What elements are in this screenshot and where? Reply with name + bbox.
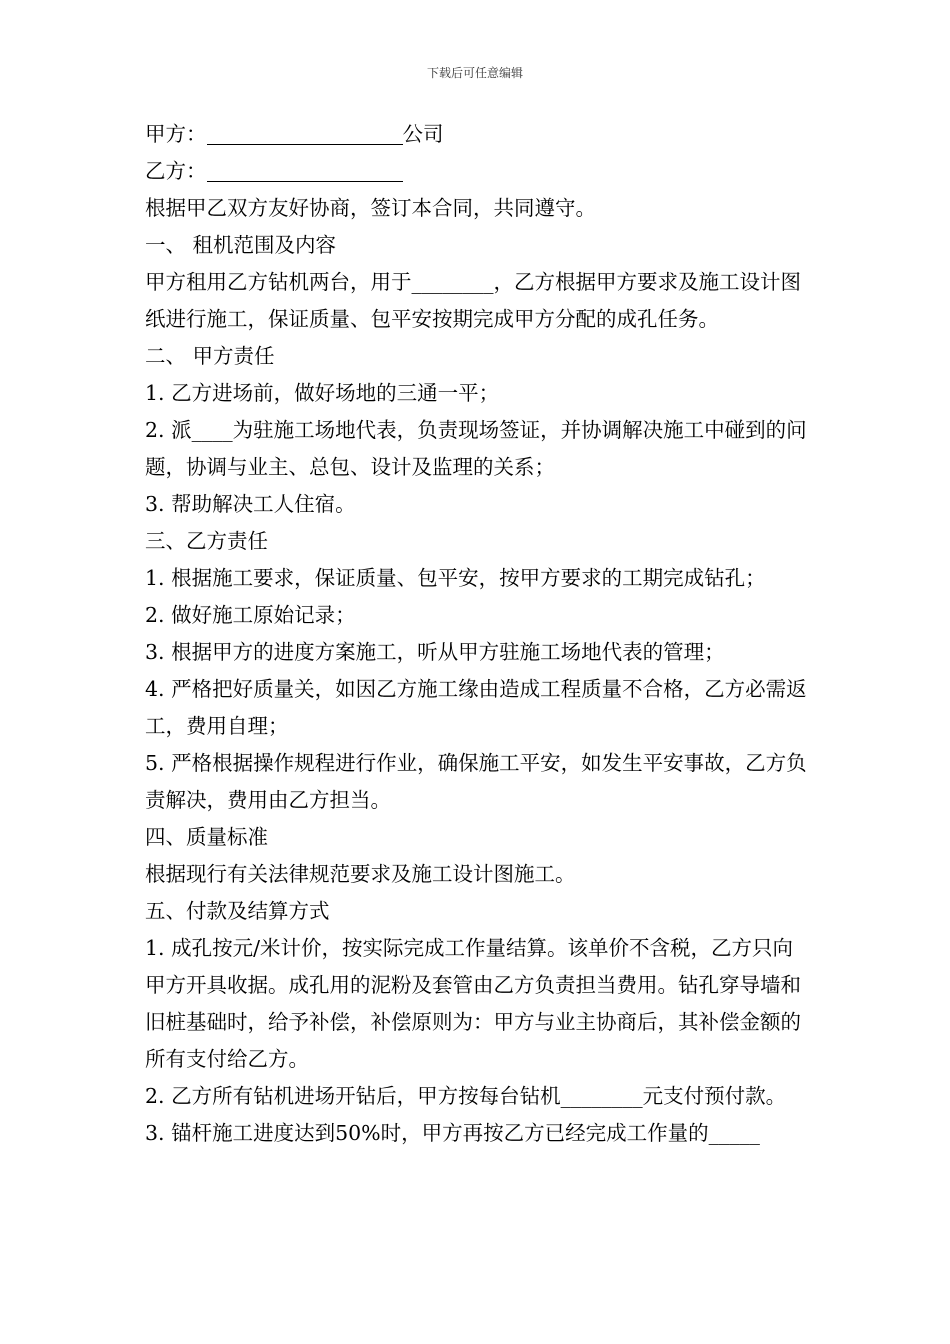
section-4-body: 根据现行有关法律规范要求及施工设计图施工。 [145, 862, 576, 886]
contract-body [145, 116, 810, 1152]
section-2-heading: 二、 甲方责任 [145, 344, 275, 368]
party-a-blank[interactable] [207, 122, 403, 145]
section-3-item-1: 1. 根据施工要求，保证质量、包平安，按甲方要求的工期完成钻孔； [145, 566, 766, 590]
section-2-item-2: 2. 派____为驻施工场地代表，负责现场签证，并协调解决施工中碰到的问题，协调与业主、总包、设计及监理的关系； [145, 418, 807, 479]
section-2-item-3: 3. 帮助解决工人住宿。 [145, 492, 356, 516]
section-5-heading: 五、付款及结算方式 [145, 899, 330, 923]
section-5-item-2: 2. 乙方所有钻机进场开钻后，甲方按每台钻机________元支付预付款。 [145, 1084, 787, 1108]
section-4-heading: 四、质量标准 [145, 825, 268, 849]
section-1-body: 甲方租用乙方钻机两台，用于________，乙方根据甲方要求及施工设计图纸进行施工，保证质量、包平安按期完成甲方分配的成孔任务。 [145, 270, 801, 331]
party-a-suffix: 公司 [402, 122, 444, 146]
party-b-line [145, 153, 810, 190]
party-b-label: 乙方： [145, 159, 207, 183]
party-b-blank[interactable] [207, 159, 403, 182]
section-3-item-3: 3. 根据甲方的进度方案施工，听从甲方驻施工场地代表的管理； [145, 640, 725, 664]
section-5-item-1: 1. 成孔按元/米计价，按实际完成工作量结算。该单价不含税，乙方只向甲方开具收据。成孔用的泥粉及套管由乙方负责担当费用。钻孔穿导墙和旧桩基础时，给予补偿，补偿原则为：甲方与业主协商后，其补偿金额的所有支付给乙方。 [145, 936, 801, 1071]
preamble: 根据甲乙双方友好协商，签订本合同，共同遵守。 [145, 196, 596, 220]
section-3-item-5: 5. 严格根据操作规程进行作业，确保施工平安，如发生平安事故，乙方负责解决，费用由乙方担当。 [145, 751, 807, 812]
party-a-line [145, 116, 810, 153]
section-1-heading: 一、 租机范围及内容 [145, 233, 337, 257]
section-3-heading: 三、乙方责任 [145, 529, 268, 553]
party-a-label: 甲方： [145, 122, 207, 146]
section-5-item-3: 3. 锚杆施工进度达到50%时，甲方再按乙方已经完成工作量的_____ [145, 1121, 760, 1145]
section-3-item-4: 4. 严格把好质量关，如因乙方施工缘由造成工程质量不合格，乙方必需返工，费用自理； [145, 677, 807, 738]
section-2-item-1: 1. 乙方进场前，做好场地的三通一平； [145, 381, 500, 405]
page-header: 下载后可任意编辑 [426, 66, 523, 80]
section-3-item-2: 2. 做好施工原始记录； [145, 603, 356, 627]
